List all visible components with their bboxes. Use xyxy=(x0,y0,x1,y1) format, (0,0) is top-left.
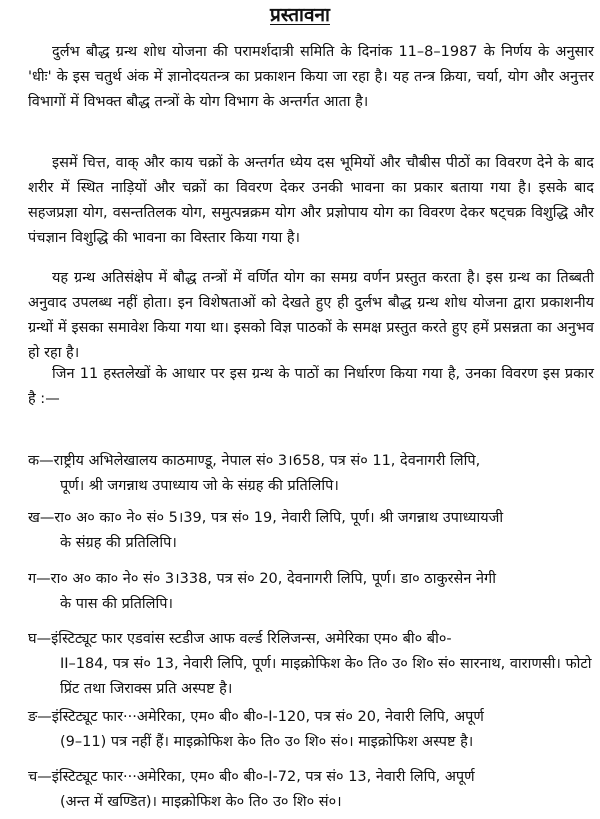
manuscript-entry-first-line: च—इंस्टिट्यूट फार···अमेरिका, एम० बी० बी०-I-72, पत्र सं० 13, नेवारी लिपि, अपूर्ण xyxy=(28,769,475,785)
manuscript-entry-first-line: क—राष्ट्रीय अभिलेखालय काठमाण्डू, नेपाल सं० 3।658, पत्र सं० 11, देवनागरी लिपि, xyxy=(28,453,481,469)
manuscript-entry-gha xyxy=(28,627,594,702)
paragraph-2: इसमें चित्त, वाक् और काय चक्रों के अन्तर्गत ध्येय दस भूमियों और चौबीस पीठों का विवरण देने के बाद शरीर में स्थित नाड़ियों और चक्रों का विवरण देकर उनकी भावना का प्रकार बताया गया है। इसके बाद सहजप्रज्ञा योग, वसन्ततिलक योग, समुत्पन्नक्रम योग और प्रज्ञोपाय योग का विवरण देकर षट्चक्र विशुद्धि और पंचज्ञान विशुद्धि की भावना का विस्तार किया गया है। xyxy=(28,155,594,246)
manuscript-entry-first-line: ख—रा० अ० का० ने० सं० 5।39, पत्र सं० 19, नेवारी लिपि, पूर्ण। श्री जगन्नाथ उपाध्यायजी xyxy=(28,510,504,526)
manuscript-entry-cha xyxy=(28,765,594,815)
manuscript-entry-continuation: (9–11) पत्र नहीं हैं। माइक्रोफिश के० ति० उ० शि० सं०। माइक्रोफिश अस्पष्ट है। xyxy=(60,734,474,750)
manuscript-entry-ga xyxy=(28,567,594,617)
manuscript-entry-kha xyxy=(28,506,594,556)
manuscript-entry-first-line: ग—रा० अ० का० ने० सं० 3।338, पत्र सं० 20, देवनागरी लिपि, पूर्ण। डा० ठाकुरसेन नेगी xyxy=(28,571,496,587)
manuscript-entry-first-line: घ—इंस्टिट्यूट फार एडवांस स्टडीज आफ वर्ल्ड रिलिजन्स, अमेरिका एम० बी० बी०- xyxy=(28,631,452,647)
page-title: प्रस्तावना xyxy=(270,4,330,26)
manuscript-entry-continuation: (अन्त में खण्डित)। माइक्रोफिश के० ति० उ० शि० सं०। xyxy=(60,794,342,810)
paragraph-1: दुर्लभ बौद्ध ग्रन्थ शोध योजना की परामर्शदात्री समिति के दिनांक 11–8–1987 के निर्णय के अनुसार 'धीः' के इस चतुर्थ अंक में ज्ञानोदयतन्त्र का प्रकाशन किया जा रहा है। यह तन्त्र क्रिया, चर्या, योग और अनुत्तर विभागों में विभक्त बौद्ध तन्त्रों के योग विभाग के अन्तर्गत आता है। xyxy=(28,44,594,110)
manuscript-entry-first-line: ङ—इंस्टिट्यूट फार···अमेरिका, एम० बी० बी०-I-120, पत्र सं० 20, नेवारी लिपि, अपूर्ण xyxy=(28,709,484,725)
manuscript-entry-continuation: के संग्रह की प्रतिलिपि। xyxy=(60,535,177,551)
manuscript-entry-nga xyxy=(28,705,594,755)
manuscript-entry-ka xyxy=(28,449,594,499)
manuscript-entry-continuation: II–184, पत्र सं० 13, नेवारी लिपि, पूर्ण। माइक्रोफिश के० ति० उ० शि० सं० सारनाथ, वाराणसी। फोटो प्रिंट तथा जिराक्स प्रति अस्पष्ट है। xyxy=(60,656,592,697)
manuscript-entry-continuation: पूर्ण। श्री जगन्नाथ उपाध्याय जो के संग्रह की प्रतिलिपि। xyxy=(60,478,339,494)
manuscript-entry-continuation: के पास की प्रतिलिपि। xyxy=(60,596,173,612)
paragraph-4: जिन 11 हस्तलेखों के आधार पर इस ग्रन्थ के पाठों का निर्धारण किया गया है, उनका विवरण इस प्रकार है :— xyxy=(28,366,594,407)
paragraph-3: यह ग्रन्थ अतिसंक्षेप में बौद्ध तन्त्रों में वर्णित योग का समग्र वर्णन प्रस्तुत करता है। इस ग्रन्थ का तिब्बती अनुवाद उपलब्ध नहीं होता। इन विशेषताओं को देखते हुए ही दुर्लभ बौद्ध ग्रन्थ शोध योजना द्वारा प्रकाशनीय ग्रन्थों में इसका समावेश किया गया था। इसको विज्ञ पाठकों के समक्ष प्रस्तुत करते हुए हमें प्रसन्नता का अनुभव हो रहा है। xyxy=(28,270,594,361)
